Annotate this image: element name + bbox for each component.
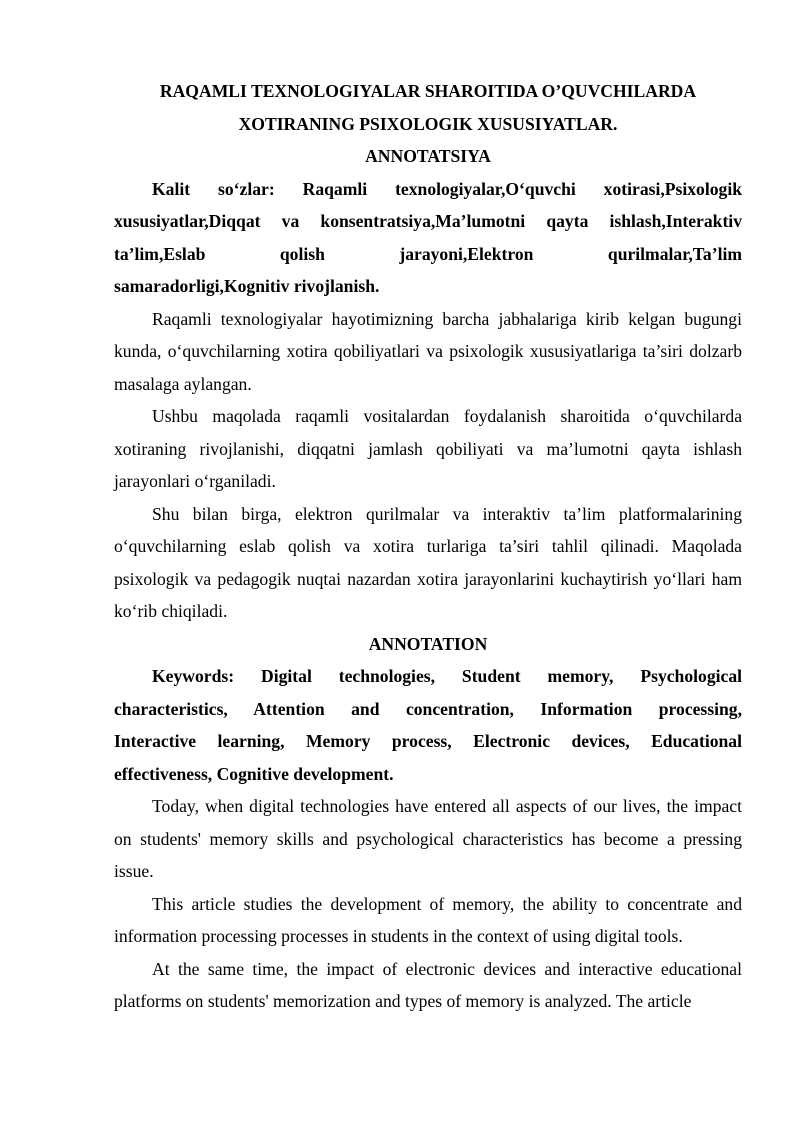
abstract-paragraph-en: At the same time, the impact of electronic devices and interactive educational platforms on students' memorization and types of memory is analyzed. The article bbox=[114, 958, 742, 1011]
document-title-line-2: XOTIRANING PSIXOLOGIK XUSUSIYATLAR. bbox=[238, 113, 618, 134]
keywords-en-line: characteristics, Attention and concentration, Information processing, bbox=[114, 698, 742, 719]
document-page bbox=[114, 75, 742, 1018]
abstract-paragraph-uz: Shu bilan birga, elektron qurilmalar va interaktiv ta’lim platformalarining o‘quvchilarning eslab qolish va xotira turlariga ta’siri tahlil qilinadi. Maqolada psixologik va pedagogik nuqtai nazardan xotira jarayonlarini kuchaytirish yo‘llari ham ko‘rib chiqiladi. bbox=[114, 503, 742, 621]
keywords-uz-line: samaradorligi,Kognitiv rivojlanish. bbox=[114, 276, 380, 296]
keywords-uz-line: ta’lim,Eslab qolish jarayoni,Elektron qurilmalar,Ta’lim bbox=[114, 243, 742, 264]
keywords-uz-line: Kalit so‘zlar: Raqamli texnologiyalar,O‘quvchi xotirasi,Psixologik bbox=[152, 178, 742, 199]
keywords-en-line: effectiveness, Cognitive development. bbox=[114, 763, 394, 784]
document-title-line-1: RAQAMLI TEXNOLOGIYALAR SHAROITIDA O’QUVCHILARDA bbox=[159, 81, 697, 101]
keywords-en-line: Keywords: Digital technologies, Student memory, Psychological bbox=[152, 666, 742, 686]
abstract-paragraph-uz: Ushbu maqolada raqamli vositalardan foydalanish sharoitida o‘quvchilarda xotiraning rivojlanishi, diqqatni jamlash qobiliyati va ma’lumotni qayta ishlash jarayonlari o‘rganiladi. bbox=[114, 406, 742, 491]
keywords-en-line: Interactive learning, Memory process, Electronic devices, Educational bbox=[114, 731, 742, 751]
abstract-paragraph-en: Today, when digital technologies have entered all aspects of our lives, the impact on students' memory skills and psychological characteristics has become a pressing issue. bbox=[114, 796, 742, 881]
annotation-heading-en: ANNOTATION bbox=[368, 633, 488, 654]
abstract-paragraph-en: This article studies the development of memory, the ability to concentrate and information processing processes in students in the context of using digital tools. bbox=[114, 893, 742, 946]
abstract-paragraph-uz: Raqamli texnologiyalar hayotimizning barcha jabhalariga kirib kelgan bugungi kunda, o‘quvchilarning xotira qobiliyatlari va psixologik xususiyatlariga ta’siri dolzarb masalaga aylangan. bbox=[114, 308, 742, 394]
keywords-en bbox=[114, 660, 742, 790]
keywords-uz bbox=[114, 173, 742, 303]
annotation-heading-uz: ANNOTATSIYA bbox=[365, 146, 491, 166]
keywords-uz-line: xususiyatlar,Diqqat va konsentratsiya,Ma’lumotni qayta ishlash,Interaktiv bbox=[114, 211, 742, 231]
